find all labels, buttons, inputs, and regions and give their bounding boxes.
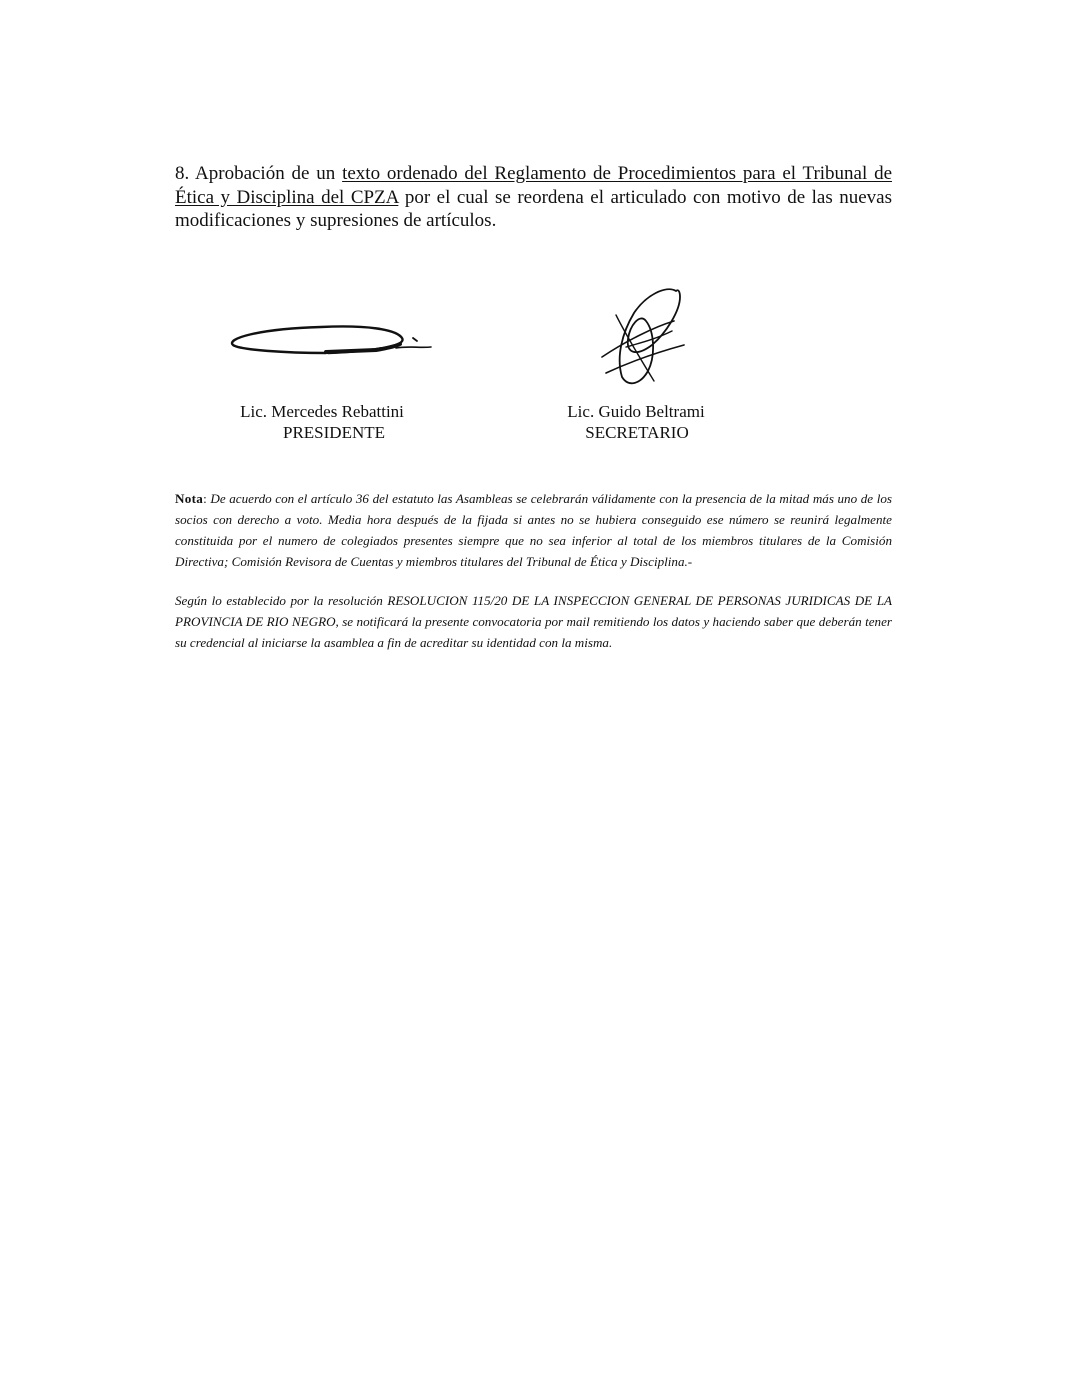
note-label: Nota	[175, 491, 204, 506]
note-label-colon: :	[203, 491, 211, 506]
resolution-paragraph: Según lo establecido por la resolución RESOLUCION 115/20 DE LA INSPECCION GENERAL DE PERSONAS JURIDICAS DE LA PROVINCIA DE RIO NEGRO, se notificará la presente convocatoria por mail remitiendo los datos y haciendo saber que deberán tener su credencial al iniciarse la asamblea a fin de acreditar su identidad con la misma.	[175, 593, 892, 650]
agenda-item-8-prefix: 8. Aprobación de un	[175, 163, 343, 184]
secretary-name: Lic. Guido Beltrami	[567, 402, 705, 421]
agenda-item-8-suffix: por el cual se reordena el articulado con motivo de las nuevas modificaciones y supresiones de artículos.	[175, 186, 892, 231]
secretary-signature-block	[555, 401, 717, 443]
secretary-title: SECRETARIO	[585, 423, 689, 442]
president-signature-block	[226, 401, 418, 443]
president-title: PRESIDENTE	[283, 423, 385, 442]
agenda-item-8-underlined-title: texto ordenado del Reglamento de Procedimientos para el Tribunal de Ética y Disciplina del CPZA	[175, 163, 893, 208]
agenda-item-8	[175, 162, 892, 233]
secretary-signature	[596, 285, 690, 389]
note-text: De acuerdo con el artículo 36 del estatuto las Asambleas se celebrarán válidamente con la presencia de la mitad más uno de los socios con derecho a voto. Media hora después de la fijada si antes no se hubiera conseguido ese número se reunirá legalmente constituida por el numero de colegiados presentes siempre que no sea inferior al total de los miembros titulares de la Comisión Directiva; Comisión Revisora de Cuentas y miembros titulares del Tribunal de Ética y Disciplina.-	[175, 491, 892, 569]
president-signature	[226, 316, 436, 362]
president-name: Lic. Mercedes Rebattini	[240, 402, 404, 421]
quorum-note	[175, 488, 892, 572]
